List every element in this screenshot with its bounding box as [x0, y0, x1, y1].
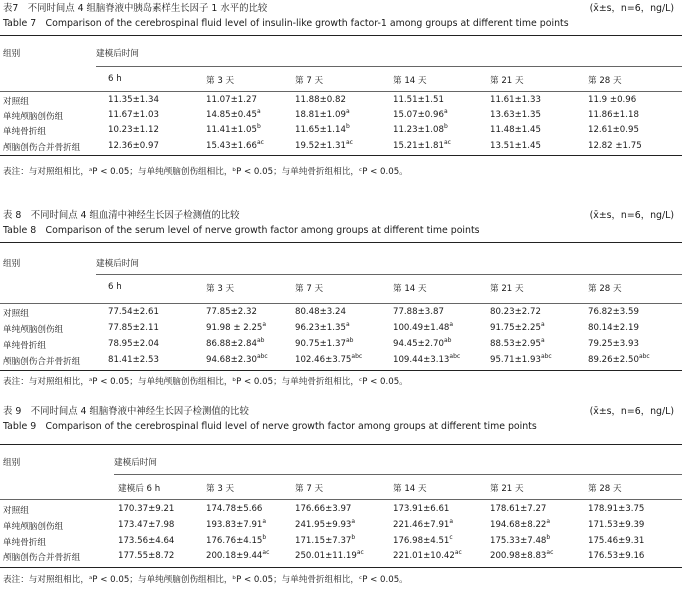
table-cell	[206, 536, 266, 546]
cell-value: 221.01±10.42	[393, 551, 455, 561]
table-cell	[490, 125, 541, 135]
table-stat-note: (x̄±s，n=6，ng/L)	[589, 3, 674, 14]
cell-value: 15.43±1.66	[206, 141, 257, 151]
table-cell	[295, 520, 355, 530]
table-cell	[206, 307, 257, 317]
cell-value: 250.01±11.19	[295, 551, 357, 561]
table-cell	[206, 504, 262, 514]
table-cell	[295, 141, 353, 151]
cell-value: 90.75±1.37	[295, 339, 346, 349]
table-cell	[206, 339, 264, 349]
table-cell	[108, 95, 159, 105]
cell-value: 78.95±2.04	[108, 339, 159, 349]
table-cell	[393, 307, 444, 317]
table-cell	[490, 536, 550, 546]
cell-value: 95.71±1.93	[490, 355, 541, 365]
table-cell	[588, 141, 642, 151]
table-cell	[588, 355, 650, 365]
row-label: 对照组	[3, 309, 29, 319]
table-cell	[490, 504, 546, 514]
table-caption-cn: 表 9 不同时间点 4 组脑脊液中神经生长因子检测值的比较	[3, 406, 249, 417]
table-cell	[108, 307, 159, 317]
table-cell	[108, 355, 159, 365]
cell-value: 15.07±0.96	[393, 110, 444, 120]
significance-mark: abc	[351, 353, 363, 360]
cell-value: 178.91±3.75	[588, 504, 645, 514]
table-cell	[393, 339, 451, 349]
significance-mark: c	[449, 534, 453, 541]
significance-mark: abc	[256, 353, 268, 360]
column-header: 第 7 天	[295, 284, 324, 294]
cell-value: 11.51±1.51	[393, 95, 444, 105]
column-header: 第 21 天	[490, 76, 524, 86]
significance-mark: ab	[443, 337, 452, 344]
row-label: 单纯骨折组	[3, 341, 46, 351]
table-cell	[393, 355, 460, 365]
table-cell	[588, 110, 639, 120]
table-cell	[490, 551, 553, 561]
table-cell	[206, 323, 266, 333]
cell-value: 80.23±2.72	[490, 307, 541, 317]
row-label: 颅脑创伤合并骨折组	[3, 357, 81, 367]
table-cell	[393, 323, 453, 333]
table-cell	[490, 307, 541, 317]
table-caption-en: Table 9 Comparison of the cerebrospinal fluid level of nerve growth factor among groups at different time points	[3, 421, 537, 432]
cell-value: 11.86±1.18	[588, 110, 639, 120]
group-column-header: 组别	[3, 259, 21, 269]
cell-value: 11.67±1.03	[108, 110, 159, 120]
column-header: 第 14 天	[393, 76, 427, 86]
table-cell	[490, 95, 541, 105]
table-cell	[490, 323, 545, 333]
table-cell	[393, 141, 451, 151]
table-cell	[588, 339, 639, 349]
table-cell	[490, 520, 550, 530]
cell-value: 194.68±8.22	[490, 520, 547, 530]
table-cell	[118, 520, 174, 530]
table-bottom-rule	[0, 567, 682, 568]
column-header: 6 h	[108, 74, 122, 84]
header-bottom-rule	[0, 91, 682, 92]
cell-value: 77.85±2.11	[108, 323, 159, 333]
significance-mark: a	[262, 321, 267, 328]
table-footnote: 表注：与对照组相比，ᵃP < 0.05；与单纯颅脑创伤组相比，ᵇP < 0.05；与单纯骨折组相比，ᶜP < 0.05。	[3, 575, 408, 585]
significance-mark: b	[443, 123, 448, 130]
table-cell	[295, 355, 362, 365]
table-cell	[588, 125, 639, 135]
cell-value: 15.21±1.81	[393, 141, 444, 151]
cell-value: 13.63±1.35	[490, 110, 541, 120]
table-stat-note: (x̄±s，n=6，ng/L)	[589, 210, 674, 221]
cell-value: 94.68±2.30	[206, 355, 257, 365]
cell-value: 19.52±1.31	[295, 141, 346, 151]
table-cell	[393, 125, 448, 135]
cell-value: 77.85±2.32	[206, 307, 257, 317]
table-cell	[295, 95, 346, 105]
cell-value: 81.41±2.53	[108, 355, 159, 365]
cell-value: 102.46±3.75	[295, 355, 352, 365]
table-cell	[295, 125, 350, 135]
table-cell	[206, 110, 261, 120]
cell-value: 178.61±7.27	[490, 504, 547, 514]
table-cell	[588, 504, 644, 514]
cell-value: 18.81±1.09	[295, 110, 346, 120]
column-header: 第 3 天	[206, 484, 235, 494]
row-label: 单纯骨折组	[3, 127, 46, 137]
table-cell	[206, 551, 269, 561]
significance-mark: ac	[356, 549, 364, 556]
table-cell	[206, 95, 257, 105]
cell-value: 100.49±1.48	[393, 323, 450, 333]
cell-value: 176.76±4.15	[206, 536, 263, 546]
significance-mark: ab	[256, 337, 265, 344]
significance-mark: abc	[540, 353, 552, 360]
cell-value: 80.48±3.24	[295, 307, 346, 317]
table-cell	[295, 307, 346, 317]
header-bottom-rule	[0, 499, 682, 500]
table-cell	[393, 551, 462, 561]
column-header: 第 7 天	[295, 484, 324, 494]
significance-mark: a	[256, 108, 261, 115]
significance-mark: ac	[443, 139, 451, 146]
cell-value: 11.61±1.33	[490, 95, 541, 105]
cell-value: 10.23±1.12	[108, 125, 159, 135]
significance-mark: a	[443, 108, 448, 115]
table-bottom-rule	[0, 155, 682, 156]
cell-value: 14.85±0.45	[206, 110, 257, 120]
row-label: 单纯颅脑创伤组	[3, 522, 64, 532]
row-label: 对照组	[3, 506, 29, 516]
cell-value: 11.9 ±0.96	[588, 95, 637, 105]
column-header: 第 3 天	[206, 76, 235, 86]
header-sub-rule	[114, 474, 682, 475]
significance-mark: ac	[256, 139, 264, 146]
column-header: 第 14 天	[393, 284, 427, 294]
row-label: 单纯骨折组	[3, 538, 46, 548]
significance-mark: a	[540, 337, 545, 344]
table-cell	[393, 536, 453, 546]
table-cell	[588, 551, 644, 561]
significance-mark: a	[345, 321, 350, 328]
table-cell	[206, 355, 268, 365]
column-header: 第 7 天	[295, 76, 324, 86]
cell-value: 88.53±2.95	[490, 339, 541, 349]
table-cell	[588, 536, 644, 546]
cell-value: 171.15±7.37	[295, 536, 352, 546]
cell-value: 221.46±7.91	[393, 520, 450, 530]
cell-value: 76.82±3.59	[588, 307, 639, 317]
significance-mark: ab	[345, 337, 354, 344]
cell-value: 200.18±9.44	[206, 551, 263, 561]
significance-mark: a	[449, 321, 454, 328]
significance-mark: ac	[345, 139, 353, 146]
cell-value: 77.88±3.87	[393, 307, 444, 317]
table-cell	[108, 125, 159, 135]
table-cell	[295, 323, 350, 333]
significance-mark: b	[262, 534, 267, 541]
table-cell	[206, 125, 261, 135]
cell-value: 11.07±1.27	[206, 95, 257, 105]
row-label: 颅脑创伤合并骨折组	[3, 553, 81, 563]
group-column-header: 组别	[3, 458, 21, 468]
column-header: 第 14 天	[393, 484, 427, 494]
cell-value: 77.54±2.61	[108, 307, 159, 317]
cell-value: 173.56±4.64	[118, 536, 175, 546]
cell-value: 11.48±1.45	[490, 125, 541, 135]
significance-mark: a	[345, 108, 350, 115]
significance-mark: a	[540, 321, 545, 328]
table-cell	[108, 339, 159, 349]
significance-mark: ac	[454, 549, 462, 556]
column-header: 第 3 天	[206, 284, 235, 294]
table-cell	[588, 307, 639, 317]
cell-value: 175.33±7.48	[490, 536, 547, 546]
row-label: 单纯颅脑创伤组	[3, 112, 64, 122]
table-caption-en: Table 8 Comparison of the serum level of nerve growth factor among groups at different time points	[3, 225, 480, 236]
table-cell	[118, 536, 174, 546]
table-cell	[393, 520, 453, 530]
cell-value: 176.98±4.51	[393, 536, 450, 546]
significance-mark: b	[256, 123, 261, 130]
table-cell	[108, 141, 159, 151]
table-cell	[588, 95, 636, 105]
table-cell	[295, 536, 355, 546]
time-span-header: 建模后时间	[96, 259, 139, 269]
header-bottom-rule	[0, 303, 682, 304]
cell-value: 91.98 ± 2.25	[206, 323, 263, 333]
cell-value: 12.61±0.95	[588, 125, 639, 135]
table-top-rule	[0, 242, 682, 243]
table-cell	[108, 323, 159, 333]
cell-value: 170.37±9.21	[118, 504, 175, 514]
cell-value: 11.65±1.14	[295, 125, 346, 135]
table-t9	[0, 403, 682, 587]
cell-value: 12.36±0.97	[108, 141, 159, 151]
table-cell	[490, 110, 541, 120]
table-cell	[490, 141, 541, 151]
table-cell	[393, 110, 448, 120]
table-t7	[0, 0, 682, 179]
cell-value: 109.44±3.13	[393, 355, 450, 365]
table-footnote: 表注：与对照组相比，ᵃP < 0.05；与单纯颅脑创伤组相比，ᵇP < 0.05；与单纯骨折组相比，ᶜP < 0.05。	[3, 167, 408, 177]
cell-value: 96.23±1.35	[295, 323, 346, 333]
significance-mark: abc	[449, 353, 461, 360]
table-cell	[490, 355, 552, 365]
cell-value: 176.66±3.97	[295, 504, 352, 514]
table-cell	[588, 323, 639, 333]
table-top-rule	[0, 444, 682, 445]
column-header: 建模后 6 h	[118, 484, 161, 494]
time-span-header: 建模后时间	[96, 49, 139, 59]
column-header: 第 21 天	[490, 284, 524, 294]
column-header: 第 28 天	[588, 484, 622, 494]
significance-mark: b	[546, 534, 551, 541]
table-cell	[490, 339, 545, 349]
table-t8	[0, 207, 682, 389]
table-cell	[393, 504, 449, 514]
table-bottom-rule	[0, 370, 682, 371]
cell-value: 11.23±1.08	[393, 125, 444, 135]
table-cell	[393, 95, 444, 105]
cell-value: 11.35±1.34	[108, 95, 159, 105]
cell-value: 94.45±2.70	[393, 339, 444, 349]
cell-value: 175.46±9.31	[588, 536, 645, 546]
column-header: 第 21 天	[490, 484, 524, 494]
significance-mark: b	[351, 534, 356, 541]
table-caption-en: Table 7 Comparison of the cerebrospinal fluid level of insulin-like growth factor-1 among groups at different time points	[3, 18, 569, 29]
cell-value: 200.98±8.83	[490, 551, 547, 561]
group-column-header: 组别	[3, 49, 21, 59]
table-cell	[295, 504, 351, 514]
significance-mark: ac	[262, 549, 270, 556]
table-cell	[295, 110, 350, 120]
table-stat-note: (x̄±s，n=6，ng/L)	[589, 406, 674, 417]
significance-mark: ac	[546, 549, 554, 556]
cell-value: 80.14±2.19	[588, 323, 639, 333]
header-sub-rule	[96, 274, 682, 275]
time-span-header: 建模后时间	[114, 458, 157, 468]
significance-mark: a	[262, 518, 267, 525]
cell-value: 174.78±5.66	[206, 504, 263, 514]
table-caption-cn: 表 8 不同时间点 4 组血清中神经生长因子检测值的比较	[3, 210, 240, 221]
table-cell	[295, 551, 364, 561]
row-label: 颅脑创伤合并骨折组	[3, 143, 81, 153]
cell-value: 12.82 ±1.75	[588, 141, 642, 151]
cell-value: 176.53±9.16	[588, 551, 645, 561]
cell-value: 173.91±6.61	[393, 504, 450, 514]
row-label: 单纯颅脑创伤组	[3, 325, 64, 335]
significance-mark: b	[345, 123, 350, 130]
significance-mark: abc	[638, 353, 650, 360]
cell-value: 13.51±1.45	[490, 141, 541, 151]
table-cell	[206, 520, 266, 530]
table-caption-cn: 表7 不同时间点 4 组脑脊液中胰岛素样生长因子 1 水平的比较	[3, 3, 268, 14]
cell-value: 11.88±0.82	[295, 95, 346, 105]
cell-value: 241.95±9.93	[295, 520, 352, 530]
cell-value: 91.75±2.25	[490, 323, 541, 333]
row-label: 对照组	[3, 97, 29, 107]
table-footnote: 表注：与对照组相比，ᵃP < 0.05；与单纯颅脑创伤组相比，ᵇP < 0.05；与单纯骨折组相比，ᶜP < 0.05。	[3, 377, 408, 387]
cell-value: 171.53±9.39	[588, 520, 645, 530]
header-sub-rule	[96, 66, 682, 67]
table-cell	[108, 110, 159, 120]
table-cell	[118, 504, 174, 514]
table-cell	[206, 141, 264, 151]
table-cell	[588, 520, 644, 530]
table-top-rule	[0, 35, 682, 36]
column-header: 第 28 天	[588, 284, 622, 294]
table-cell	[118, 551, 174, 561]
column-header: 第 28 天	[588, 76, 622, 86]
cell-value: 86.88±2.84	[206, 339, 257, 349]
cell-value: 173.47±7.98	[118, 520, 175, 530]
column-header: 6 h	[108, 282, 122, 292]
cell-value: 89.26±2.50	[588, 355, 639, 365]
cell-value: 193.83±7.91	[206, 520, 263, 530]
cell-value: 79.25±3.93	[588, 339, 639, 349]
cell-value: 177.55±8.72	[118, 551, 175, 561]
cell-value: 11.41±1.05	[206, 125, 257, 135]
significance-mark: a	[449, 518, 454, 525]
significance-mark: a	[546, 518, 551, 525]
significance-mark: a	[351, 518, 356, 525]
table-cell	[295, 339, 353, 349]
